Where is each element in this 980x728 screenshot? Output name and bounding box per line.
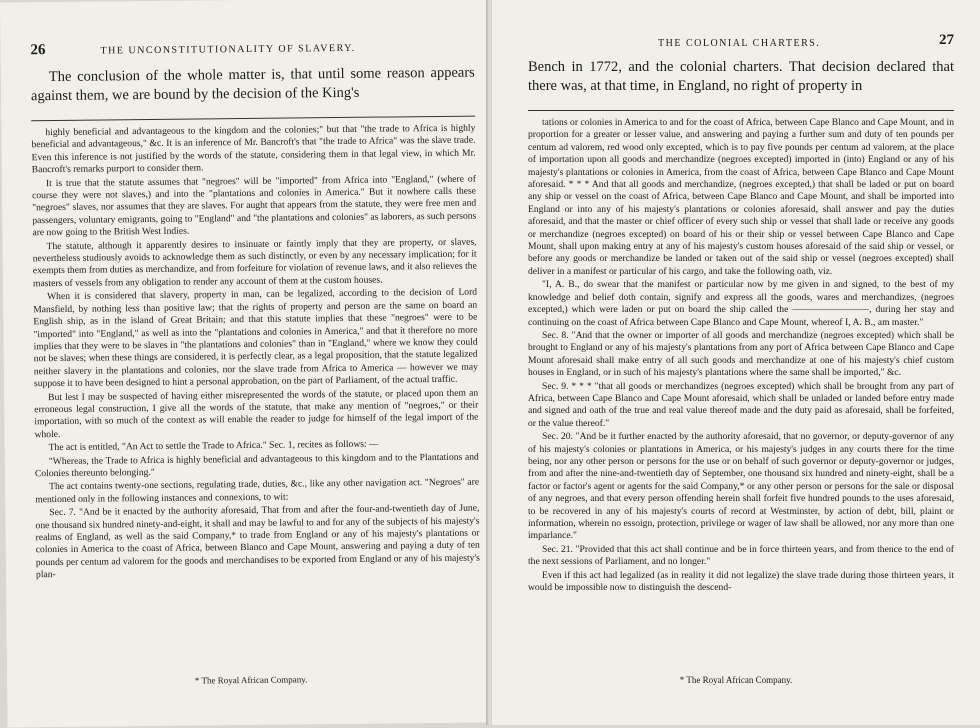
- left-body-text: [31, 123, 480, 582]
- right-lead-paragraph: Bench in 1772, and the colonial charters. That decision declared that there was, at that time, in England, no right of property in: [528, 59, 954, 94]
- left-lead-text: [31, 64, 475, 107]
- left-paragraph-9: Sec. 7. "And be it enacted by the authority aforesaid, That from and after the four-and-twentieth day of June, one thousand six hundred ninety-and-eight, it shall and may be lawful to and for any of the subjects of his majesty's realms of England, as well as the said Company,* to trade from England or any of his majesty's plantations or colonies in America to the coast of Africa, between Blanco and Cape Mount, answering and paying a duty of ten pounds per centum ad valorem for the goods and merchandises to be exported from England or any of his majesty's plan-: [35, 502, 480, 581]
- right-divider: [528, 110, 954, 111]
- right-page-header: [528, 32, 954, 58]
- right-footnote: * The Royal African Company.: [679, 675, 793, 685]
- left-paragraph-8: The act contains twenty-one sections, regulating trade, duties, &c., like any other navigation act. "Negroes" are mentioned only in the following instances and connexions, to wit:: [35, 476, 480, 505]
- left-page-header: [30, 42, 474, 69]
- right-running-head: THE COLONIAL CHARTERS.: [658, 38, 821, 49]
- right-page: [492, 0, 980, 725]
- right-body-text: [528, 117, 954, 594]
- right-paragraph-7: Even if this act had legalized (as in reality it did not legalize) the slave trade during those thirteen years, it would be impossible now to distinguish the descend-: [528, 569, 954, 594]
- left-paragraph-3: The statute, although it apparently desires to insinuate or faintly imply that they are property, or slaves, nevertheless studiously avoids to acknowledge them as such distinctly, or even by any necessary implication; for it exempts them from duties as merchandize, and from forfeiture for violation of revenue laws, and it also relieves the masters of vessels from any obligation to render any account of them at the custom houses.: [32, 236, 477, 290]
- right-lead-text: [528, 58, 954, 96]
- left-paragraph-4: When it is considered that slavery, property in man, can be legalized, according to the decision of Lord Mansfield, by nothing less than positive law; that the rights of property and person are the same on board an English ship, as in the island of Great Britain; and that this statute implies that these "negroes" were to be "imported" into "England," as well as into the "plantations and colonies in America," and that it therefore no more implies that they were to be slaves in "the plantations and colonies" than in "England," where we know they could not be slaves; when these things are considered, it is perfectly clear, as a legal proposition, that the statute legalized neither slavery in the plantations and colonies, nor the slave trade from Africa to America — however we may suppose it to have been designed to hint a personal approbation, on the part of Parliament, of the actual traffic.: [33, 286, 478, 390]
- right-page-number: 27: [939, 32, 954, 48]
- right-paragraph-3: Sec. 8. "And that the owner or importer of all goods and merchandize (negroes excepted) which shall be brought to England or any of his majesty's plantations from any port of Africa between Cape Blanco and Cape Mount aforesaid shall make entry of all such goods and merchandize at one of his majesty's chief custom houses in England, or in such of his majesty's plantations where the same shall be imported," &c.: [528, 329, 954, 379]
- right-paragraph-4: Sec. 9. * * * "that all goods or merchandizes (negroes excepted) which shall be brought from any part of Africa, between Cape Blanco and Cape Mount aforesaid, which shall be unladed or landed before entry made and signed and oath of the true and real value thereof made and the duty paid as aforesaid, shall be forfeited, or the value thereof.": [528, 380, 954, 429]
- left-paragraph-7: "Whereas, the Trade to Africa is highly beneficial and advantageous to this kingdom and to the Plantations and Colonies thereunto belonging.": [34, 451, 479, 480]
- left-page-number: 26: [30, 42, 46, 59]
- left-lead-paragraph: The conclusion of the whole matter is, that until some reason appears against them, we are bound by the decision of the King's: [30, 64, 475, 105]
- left-running-head: THE UNCONSTITUTIONALITY OF SLAVERY.: [100, 42, 356, 57]
- left-footnote: * The Royal African Company.: [194, 674, 308, 686]
- left-paragraph-5: But lest I may be suspected of having either misrepresented the words of the statute, or placed upon them an erroneous legal construction, I give all the words of the statute, that make any mention of "negroes," or their importation, with so much of the context as will enable the reader to judge for himself of the legal import of the whole.: [34, 387, 479, 440]
- left-paragraph-1: highly beneficial and advantageous to the kingdom and the colonies;" but that "the trade to Africa is highly beneficial and advantageous," &c. It is an inference of Mr. Bancroft's that "the trade to Africa" was the slave trade. Even this inference is not justified by the words of the statute, considering them in that legal view, in which Mr. Bancroft's remarks purport to consider them.: [31, 122, 476, 176]
- left-paragraph-2: It is true that the statute assumes that "negroes" will be "imported" from Africa into "England," (where of course they were not slaves,) and into the "plantations and colonies in America." But it nowhere calls these "negroes" slaves, nor assumes that they are slaves. For aught that appears from the statute, they were free men and passengers, voluntary emigrants, going to "England" and "the plantations and colonies" as laborers, as such persons are now going to the British West Indies.: [31, 173, 477, 239]
- left-divider: [31, 116, 475, 122]
- right-paragraph-2: "I, A. B., do swear that the manifest or particular now by me given in and signed, to the best of my knowledge and belief doth contain, signify and express all the goods, wares and merchandizes, (negroes excepted,) which were laden or put on board the ship called the ————————, during her stay and continuing on the coast of Africa between Cape Blanco and Cape Mount, whereof I, A. B., am master.": [528, 279, 954, 328]
- right-paragraph-5: Sec. 20. "And be it further enacted by the authority aforesaid, that no governor, or deputy-governor of any of his majesty's colonies or plantations in America, or his majesty's judges in any courts there for the time being, nor any other person or persons for the use or on behalf of such governor or deputy-governor or judges, from and after the nine-and-twentieth day of September, one thousand six hundred and ninety-eight, shall be a factor or factor's agent or agents for the said Company,* or any other person or persons for the sale or disposal of any negroes, and that every person offending herein shall forfeit five hundred pounds to the uses aforesaid, to be recovered in any of his majesty's courts of record at Westminster, by action of debt, bill, plaint or information, wherein no essoign, protection, privilege or wager of law shall be allowed, nor any more than one imparlance.": [528, 431, 954, 542]
- left-paragraph-6: The act is entitled, "An Act to settle the Trade to Africa." Sec. 1, recites as follows: —: [48, 438, 379, 454]
- right-paragraph-6: Sec. 21. "Provided that this act shall continue and be in force thirteen years, and from thence to the end of the next sessions of Parliament, and no longer.": [528, 543, 954, 568]
- right-paragraph-1: tations or colonies in America to and for the coast of Africa, between Cape Blanco and Cape Mount, and in proportion for a greater or lesser value, and answering and paying a further sum and duty of ten pounds per centum ad valorem, red wood only excepted, which is to pay five pounds per centum ad valorem, at the place of importation upon all goods and merchandize (negroes excepted) imported in (into) England or any of his majesty's plantations or colonies in America, from the coast of Africa, between Cape Blanco and Cape Mount aforesaid. * * * And that all goods and merchandize, (negroes excepted,) that shall be laded or put on board any ship or vessel on the coast of Africa, between Cape Blanco and Cape Mount, and shall be imported into England or into any of his majesty's plantations or colonies aforesaid, shall answer and pay the duties aforesaid, and that the master or chief officer of every such ship or vessel that shall lade or receive any goods or merchandize (negroes excepted) on board of his or their ship or vessel between Cape Blanco and Cape Mount, shall upon making entry at any of his majesty's custom houses aforesaid of the said ship or vessel, or before any goods or merchandize be landed or taken out of the said ship or vessel (negroes excepted) shall deliver in a manifest or particular of his cargo, and take the following oath, viz.: [528, 117, 954, 277]
